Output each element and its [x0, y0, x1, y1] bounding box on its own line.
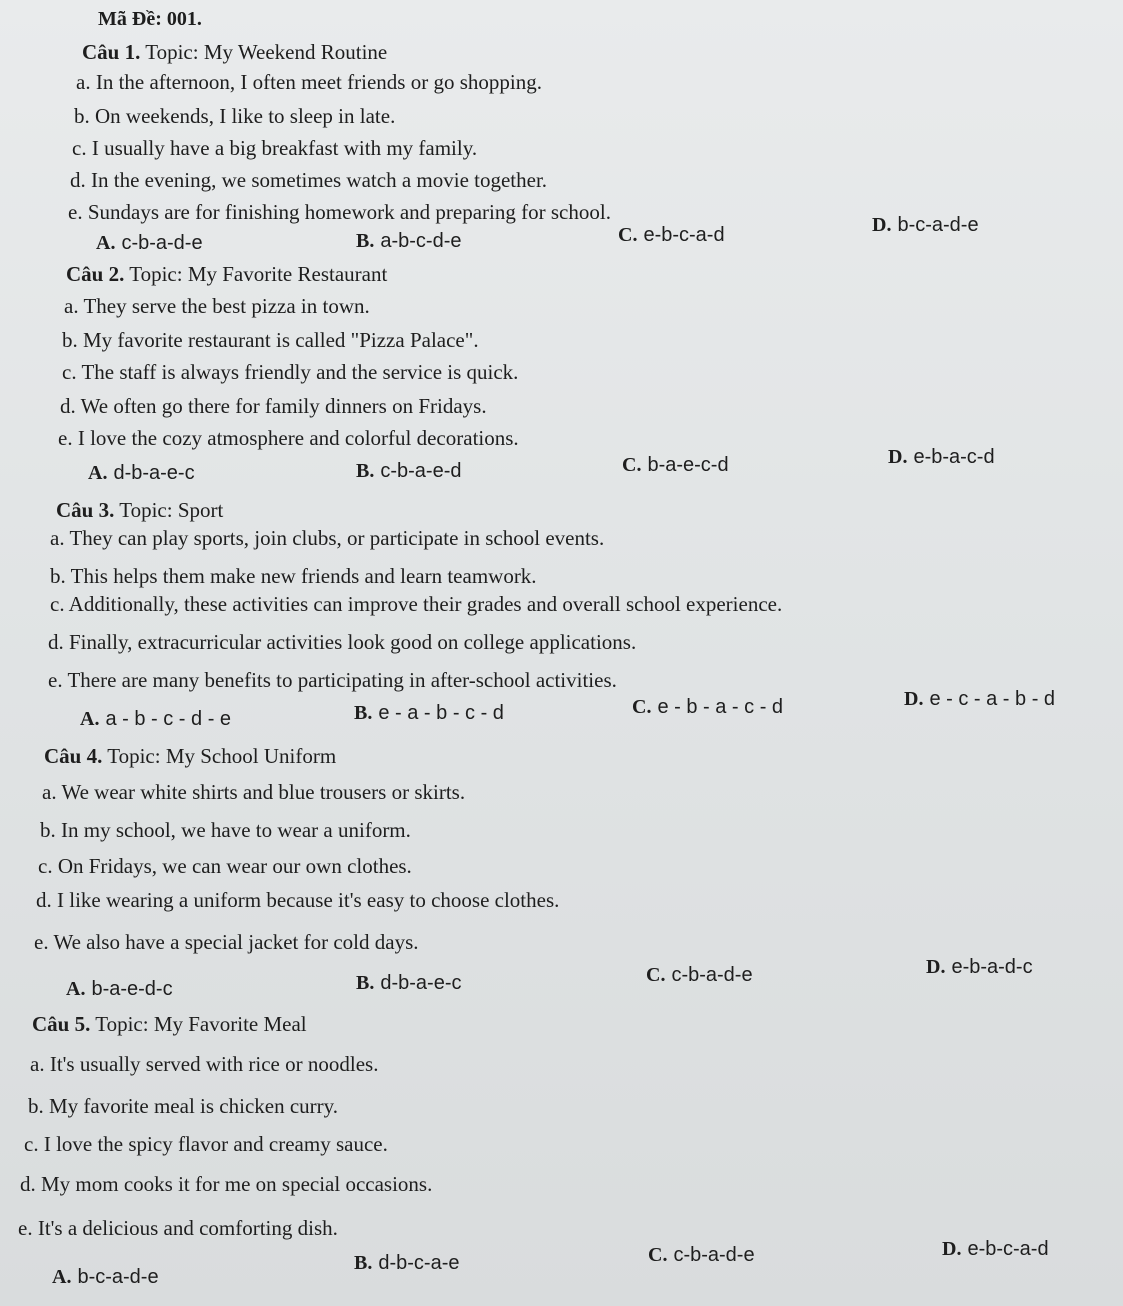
- option-letter: A.: [80, 708, 100, 730]
- option-letter: B.: [356, 972, 375, 994]
- option-text: d-b-a-e-c: [113, 462, 195, 484]
- option-text: e - b - a - c - d: [657, 696, 784, 718]
- question-2-item-b: b. My favorite restaurant is called "Pizza Palace".: [62, 328, 479, 352]
- question-4-item-e: e. We also have a special jacket for cold days.: [34, 930, 419, 954]
- question-5-option-c[interactable]: [648, 1244, 755, 1267]
- question-4-option-b[interactable]: [356, 972, 461, 995]
- option-letter: D.: [872, 214, 892, 236]
- question-1-item-b: b. On weekends, I like to sleep in late.: [74, 104, 396, 128]
- question-3-title: [56, 498, 223, 523]
- option-text: d-b-c-a-e: [378, 1252, 460, 1274]
- option-text: e-b-a-c-d: [913, 446, 995, 468]
- question-2-title: [66, 262, 387, 287]
- option-letter: A.: [88, 462, 108, 484]
- question-2-item-d: d. We often go there for family dinners on Fridays.: [60, 394, 487, 418]
- option-letter: B.: [354, 702, 373, 724]
- option-text: c-b-a-d-e: [673, 1244, 755, 1266]
- question-5-item-e: e. It's a delicious and comforting dish.: [18, 1216, 338, 1240]
- question-2-option-c[interactable]: [622, 454, 729, 477]
- question-4-option-c[interactable]: [646, 964, 753, 987]
- question-5-option-d[interactable]: [942, 1238, 1049, 1261]
- option-text: c-b-a-d-e: [121, 232, 203, 254]
- question-label: Câu 1.: [82, 40, 141, 64]
- question-1-item-a: a. In the afternoon, I often meet friends or go shopping.: [76, 70, 542, 94]
- question-label: Câu 3.: [56, 498, 115, 522]
- option-text: e-b-a-d-c: [951, 956, 1033, 978]
- question-3-item-d: d. Finally, extracurricular activities look good on college applications.: [48, 630, 637, 654]
- option-text: b-c-a-d-e: [77, 1266, 159, 1288]
- option-letter: C.: [618, 224, 638, 246]
- question-5-title: [32, 1012, 307, 1037]
- option-letter: D.: [904, 688, 924, 710]
- option-letter: C.: [648, 1244, 668, 1266]
- question-topic: Topic: Sport: [119, 498, 224, 522]
- question-3-option-a[interactable]: [80, 708, 231, 731]
- question-4-item-b: b. In my school, we have to wear a uniform.: [40, 818, 411, 842]
- question-3-item-e: e. There are many benefits to participating in after-school activities.: [48, 668, 617, 692]
- option-letter: A.: [96, 232, 116, 254]
- question-3-item-b: b. This helps them make new friends and learn teamwork.: [50, 564, 537, 588]
- question-1-item-d: d. In the evening, we sometimes watch a movie together.: [70, 168, 548, 192]
- question-1-option-d[interactable]: [872, 214, 979, 237]
- option-text: b-a-e-d-c: [91, 978, 173, 1000]
- question-5-option-a[interactable]: [52, 1266, 159, 1289]
- question-3-item-a: a. They can play sports, join clubs, or participate in school events.: [50, 526, 605, 550]
- question-4-option-d[interactable]: [926, 956, 1033, 979]
- option-letter: A.: [66, 978, 86, 1000]
- question-4-item-a: a. We wear white shirts and blue trousers or skirts.: [42, 780, 466, 804]
- question-topic: Topic: My School Uniform: [107, 744, 337, 768]
- option-letter: C.: [646, 964, 666, 986]
- option-text: d-b-a-e-c: [380, 972, 462, 994]
- question-4-item-c: c. On Fridays, we can wear our own clothes.: [38, 854, 412, 878]
- question-3-option-c[interactable]: [632, 696, 783, 719]
- option-text: b-c-a-d-e: [897, 214, 979, 236]
- question-4-option-a[interactable]: [66, 978, 173, 1001]
- option-letter: C.: [632, 696, 652, 718]
- question-5-item-c: c. I love the spicy flavor and creamy sauce.: [24, 1132, 388, 1156]
- question-2-option-b[interactable]: [356, 460, 461, 483]
- question-1-title: [82, 40, 387, 65]
- option-text: a - b - c - d - e: [105, 708, 232, 730]
- question-2-option-a[interactable]: [88, 462, 195, 485]
- question-1-item-c: c. I usually have a big breakfast with my family.: [72, 136, 478, 160]
- option-letter: D.: [888, 446, 908, 468]
- question-topic: Topic: My Favorite Meal: [95, 1012, 307, 1036]
- question-1-option-a[interactable]: [96, 232, 203, 255]
- question-4-title: [44, 744, 336, 769]
- question-1-option-c[interactable]: [618, 224, 725, 247]
- option-letter: D.: [942, 1238, 962, 1260]
- question-2-item-e: e. I love the cozy atmosphere and colorful decorations.: [58, 426, 519, 450]
- option-letter: B.: [356, 230, 375, 252]
- option-text: e-b-c-a-d: [643, 224, 725, 246]
- option-letter: B.: [356, 460, 375, 482]
- question-1-option-b[interactable]: [356, 230, 461, 253]
- question-3-item-c: c. Additionally, these activities can improve their grades and overall school experience.: [50, 592, 783, 616]
- question-2-item-a: a. They serve the best pizza in town.: [64, 294, 370, 318]
- exam-code: Mã Đề: 001.: [98, 8, 202, 30]
- question-3-option-d[interactable]: [904, 688, 1055, 711]
- question-topic: Topic: My Weekend Routine: [145, 40, 388, 64]
- question-3-option-b[interactable]: [354, 702, 504, 725]
- question-2-option-d[interactable]: [888, 446, 995, 469]
- question-5-item-a: a. It's usually served with rice or noodles.: [30, 1052, 379, 1076]
- option-text: e - c - a - b - d: [929, 688, 1056, 710]
- question-label: Câu 5.: [32, 1012, 91, 1036]
- question-5-item-b: b. My favorite meal is chicken curry.: [28, 1094, 339, 1118]
- question-5-item-d: d. My mom cooks it for me on special occasions.: [20, 1172, 433, 1196]
- question-label: Câu 4.: [44, 744, 103, 768]
- question-topic: Topic: My Favorite Restaurant: [129, 262, 388, 286]
- option-text: a-b-c-d-e: [380, 230, 462, 252]
- question-5-option-b[interactable]: [354, 1252, 459, 1275]
- option-text: c-b-a-e-d: [380, 460, 462, 482]
- option-text: c-b-a-d-e: [671, 964, 753, 986]
- option-letter: A.: [52, 1266, 72, 1288]
- question-2-item-c: c. The staff is always friendly and the service is quick.: [62, 360, 519, 384]
- option-letter: D.: [926, 956, 946, 978]
- question-label: Câu 2.: [66, 262, 125, 286]
- option-letter: C.: [622, 454, 642, 476]
- question-4-item-d: d. I like wearing a uniform because it's easy to choose clothes.: [36, 888, 560, 912]
- option-letter: B.: [354, 1252, 373, 1274]
- option-text: b-a-e-c-d: [647, 454, 729, 476]
- option-text: e-b-c-a-d: [967, 1238, 1049, 1260]
- question-1-item-e: e. Sundays are for finishing homework and preparing for school.: [68, 200, 611, 224]
- option-text: e - a - b - c - d: [378, 702, 504, 724]
